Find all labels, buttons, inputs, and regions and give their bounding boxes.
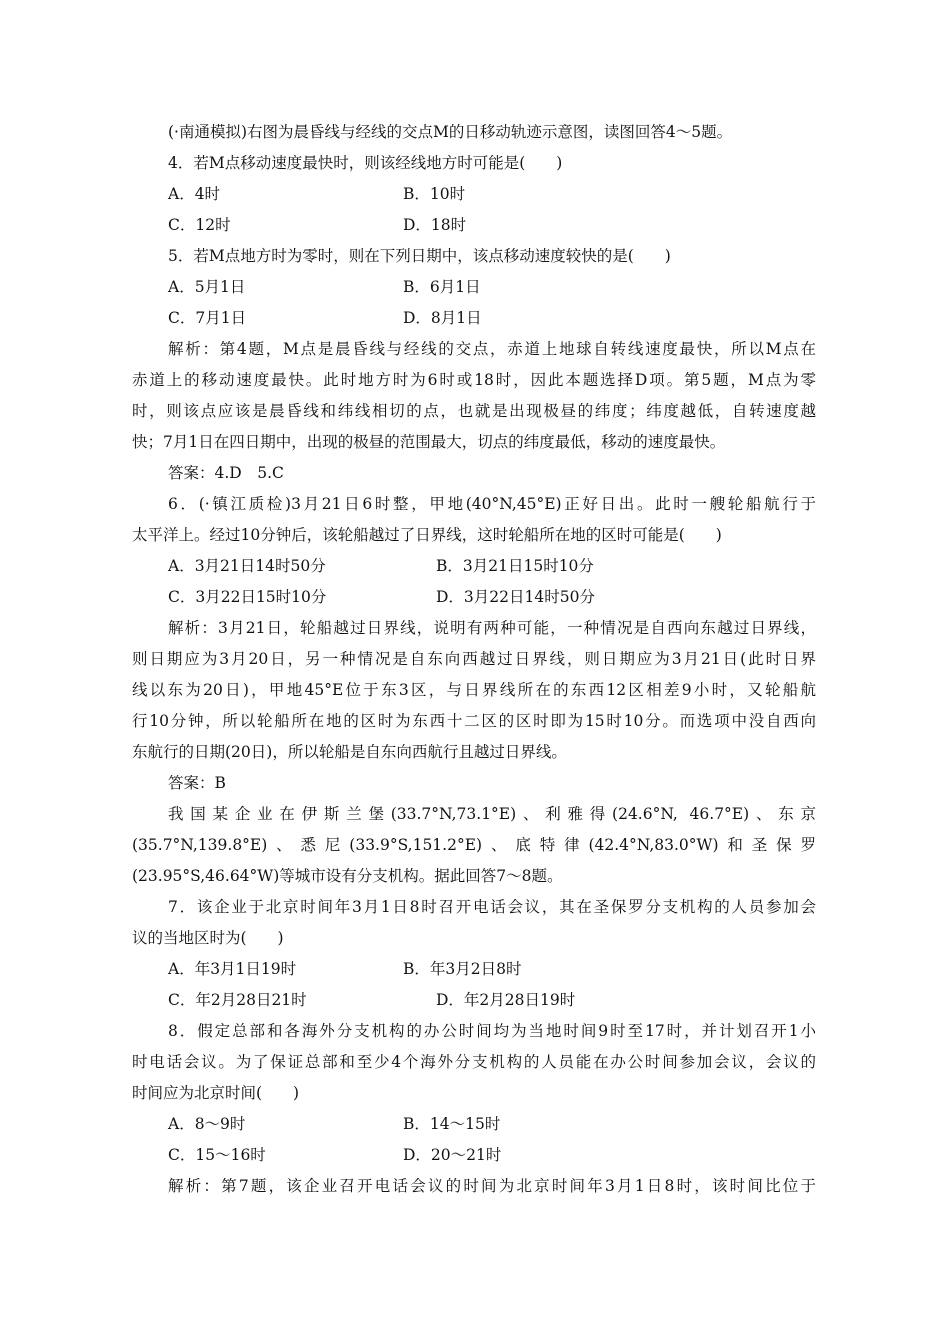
question-6-line-1: 6．(·镇江质检)3月21日6时整，甲地(40°N,45°E)正好日出。此时一艘轮船航行于 xyxy=(168,495,816,513)
question-7-line-1: 7．该企业于北京时间年3月1日8时召开电话会议，其在圣保罗分支机构的人员参加会 xyxy=(168,898,816,916)
explanation-6-line-5: 东航行的日期(20日)，所以轮船是自东向西航行且越过日界线。 xyxy=(132,743,567,761)
question-6-option-b: B．3月21日15时10分 xyxy=(436,557,594,575)
question-8-option-c: C．15～16时 xyxy=(168,1146,266,1164)
question-5-option-a: A．5月1日 xyxy=(168,278,246,296)
explanation-4-5-line-2: 赤道上的移动速度最快。此时地方时为6时或18时，因此本题选择D项。第5题，M点为零 xyxy=(132,371,816,389)
question-5: 5．若M点地方时为零时，则在下列日期中，该点移动速度较快的是( ) xyxy=(168,247,671,265)
question-6-option-a: A．3月21日14时50分 xyxy=(168,557,326,575)
explanation-7-8-line-1: 解析：第7题，该企业召开电话会议的时间为北京时间年3月1日8时，该时间比位于 xyxy=(168,1177,816,1195)
question-6-option-d: D．3月22日14时50分 xyxy=(436,588,595,606)
question-8-option-a: A．8～9时 xyxy=(168,1115,246,1133)
question-8-line-1: 8．假定总部和各海外分支机构的办公时间均为当地时间9时至17时，并计划召开1小 xyxy=(168,1022,816,1040)
explanation-4-5-line-1: 解析：第4题，M点是晨昏线与经线的交点，赤道上地球自转线速度最快，所以M点在 xyxy=(168,340,816,358)
intro-q7-8-line-1: 我国某企业在伊斯兰堡(33.7°N,73.1°E)、利雅得(24.6°N, 46.7°E)、东京 xyxy=(168,805,816,823)
answer-4-5: 答案：4.D 5.C xyxy=(168,464,284,482)
question-6-line-2: 太平洋上。经过10分钟后，该轮船越过了日界线，这时轮船所在地的区时可能是( ) xyxy=(132,526,722,544)
question-4-option-a: A．4时 xyxy=(168,185,221,203)
question-7-line-2: 议的当地区时为( ) xyxy=(132,929,284,947)
question-8-option-b: B．14～15时 xyxy=(403,1115,501,1133)
question-4-option-c: C．12时 xyxy=(168,216,231,234)
question-7-option-a: A．年3月1日19时 xyxy=(168,960,297,978)
question-8-line-3: 时间应为北京时间( ) xyxy=(132,1084,300,1102)
question-7-option-c: C．年2月28日21时 xyxy=(168,991,307,1009)
question-4-option-d: D．18时 xyxy=(403,216,467,234)
question-7-option-b: B．年3月2日8时 xyxy=(403,960,522,978)
intro-q7-8-line-3: (23.95°S,46.64°W)等城市设有分支机构。据此回答7～8题。 xyxy=(132,867,563,885)
question-5-option-d: D．8月1日 xyxy=(403,309,482,327)
explanation-6-line-1: 解析：3月21日，轮船越过日界线，说明有两种可能，一种情况是自西向东越过日界线， xyxy=(168,619,816,637)
explanation-4-5-line-3: 时，则该点应该是晨昏线和纬线相切的点，也就是出现极昼的纬度；纬度越低，自转速度越 xyxy=(132,402,816,420)
explanation-6-line-2: 则日期应为3月20日，另一种情况是自东向西越过日界线，则日期应为3月21日(此时日界 xyxy=(132,650,816,668)
explanation-4-5-line-4: 快；7月1日在四日期中，出现的极昼的范围最大，切点的纬度最低，移动的速度最快。 xyxy=(132,433,726,451)
intro-q4-5: (·南通模拟)右图为晨昏线与经线的交点M的日移动轨迹示意图，读图回答4～5题。 xyxy=(168,123,733,141)
explanation-6-line-4: 行10分钟，所以轮船所在地的区时为东西十二区的区时即为15时10分。而选项中没自西向 xyxy=(132,712,816,730)
explanation-6-line-3: 线以东为20日)，甲地45°E位于东3区，与日界线所在的东西12区相差9小时，又轮船航 xyxy=(132,681,816,699)
question-8-option-d: D．20～21时 xyxy=(403,1146,502,1164)
question-4-option-b: B．10时 xyxy=(403,185,466,203)
answer-6: 答案：B xyxy=(168,774,226,792)
question-4: 4．若M点移动速度最快时，则该经线地方时可能是( ) xyxy=(168,154,563,172)
question-5-option-b: B．6月1日 xyxy=(403,278,481,296)
question-8-line-2: 时电话会议。为了保证总部和至少4个海外分支机构的人员能在办公时间参加会议，会议的 xyxy=(132,1053,816,1071)
question-6-option-c: C．3月22日15时10分 xyxy=(168,588,327,606)
question-7-option-d: D．年2月28日19时 xyxy=(436,991,576,1009)
intro-q7-8-line-2: (35.7°N,139.8°E)、悉尼(33.9°S,151.2°E)、底特律(42.4°N,83.0°W)和圣保罗 xyxy=(132,836,816,854)
question-5-option-c: C．7月1日 xyxy=(168,309,247,327)
